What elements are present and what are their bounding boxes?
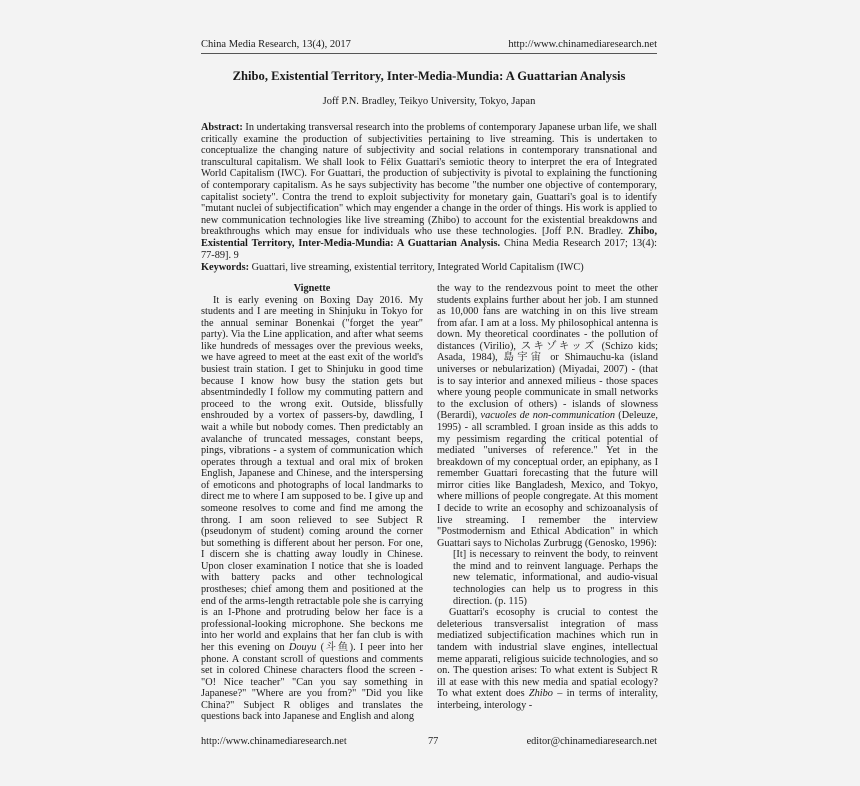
article-title: Zhibo, Existential Territory, Inter-Media-Mundia: A Guattarian Analysis: [232, 69, 626, 83]
vacuoles-term: vacuoles de non-communication: [480, 410, 616, 422]
abstract-label: Abstract:: [201, 122, 243, 133]
body-paragraph: [437, 283, 658, 549]
paragraph-text: the way to the rendezvous point to meet the other students explains further about her job. I am stunned as 10,000 fans are watching in on this live stream from afar. I am at a loss. My philosophical antenna is down. My theoretical coordinates - the pollution of distances (Virilio), スキゾキッズ (Schizo kids; Asada, 1984), 島宇宙 or Shimauchu-ka (island universes or nebularization) (Miyadai, 2007) - (that is to say interior and annexed milieus - those spaces where young people communicate in small networks to the exclusion of others) - islands of slowness (Berardi),: [437, 283, 658, 422]
paragraph-text: – in terms of interality, interbeing, interology -: [437, 688, 659, 711]
abstract: [201, 122, 657, 261]
author-line: Joff P.N. Bradley, Teikyo University, Tokyo, Japan: [322, 96, 536, 107]
body-paragraph: [201, 295, 423, 723]
paragraph-text: (Deleuze, 1995) - all scrambled. I groan inside as this adds to my pessimism regarding the critical potential of mediated "universes of reference." Yet in the breakdown of my conceptual order, an epiphany, as I remember Guattari forecasting that the future will mirror cities like Bangladesh, Mexico, and Tokyo, where millions of people congregate. At this moment I decide to write an ecosophy and schizoanalysis of live streaming. I remember the interview "Postmodernism and Ethical Abdication" in which Guattari says to Nicholas Zurbrugg (Genosko, 1996):: [437, 410, 658, 549]
keywords-text: Guattari, live streaming, existential territory, Integrated World Capitalism (IWC): [251, 262, 584, 273]
keywords-label: Keywords:: [201, 262, 250, 273]
header-rule: [201, 53, 657, 54]
left-column: [201, 283, 423, 723]
running-header-url[interactable]: http://www.chinamediaresearch.net: [508, 39, 657, 50]
block-quote: [It] is necessary to reinvent the body, to reinvent the mind and to reinvent language. Perhaps the new telematic, informational, and audio-visual technologies can help us to progress in this direction. (p. 115): [453, 549, 658, 607]
keywords: [201, 262, 657, 273]
douyu-term: Douyu: [288, 641, 317, 653]
citation-suffix: China Media Research 2017; 13(4): 77-89]. 9: [201, 237, 657, 261]
page-number: 77: [428, 736, 439, 747]
running-header-journal: China Media Research, 13(4), 2017: [201, 39, 351, 50]
citation-title: Zhibo, Existential Territory, Inter-Media-Mundia: A Guattarian Analysis.: [201, 226, 658, 249]
footer-email[interactable]: editor@chinamediaresearch.net: [526, 736, 657, 747]
body-paragraph: [437, 607, 658, 711]
paragraph-text: Guattari's ecosophy is crucial to contest the deleterious transversalist integration of mass mediatized subjectification machines which run in tandem with industrial slave engines, intellectual meme apparati, religious suicide technologies, and so on. The question arises: To what extent is Subject R ill at ease with this new media and spatial ecology? To what extent does: [437, 607, 658, 700]
abstract-text: In undertaking transversal research into the problems of contemporary Japanese urban life, we shall critically examine the production of subjectivities pertaining to live streaming. This is undertaken to conceptualize the changing nature of subjectivity and social relations in contemporary transnational and transcultural capitalism. We shall look to Félix Guattari's semiotic theory to interpret the era of Integrated World Capitalism (IWC). For Guattari, the production of subjectivity is pivotal to explaining the functioning of contemporary capitalism. As he says subjectivity has become "the number one objective of contemporary, capitalist society". Contra the trend to exploit subjectivity for monetary gain, Guattari's goal is to identify "mutant nuclei of subjectification" which may engender a change in the order of things. His work is applied to new communication technologies like live streaming (Zhibo) to account for the existential breakdowns and breakthroughs which may ensue for individuals who use these technologies.: [201, 122, 657, 238]
zhibo-term: Zhibo: [528, 688, 553, 700]
footer-url[interactable]: http://www.chinamediaresearch.net: [201, 736, 347, 747]
paragraph-text: It is early evening on Boxing Day 2016. My students and I are meeting in Shinjuku in Tokyo for the annual seminar Bonenkai ("forget the year" party). Via the Line application, and after what seems like hundreds of messages over the previous weeks, we have agreed to meet at the east exit of the world's busiest train station. I get to Shinjuku in good time because I know how busy the station gets but absentmindedly I follow my commuting pattern and proceed to the wrong exit. Outside, blissfully enshrouded by a vortex of passers-by, dawdling, I wait a while but nobody comes. Then predictably an avalanche of truncated messages, constant beeps, pings, vibrations - a system of communication which operates through a textual and oral mix of broken English, Japanese and Chinese, and the interspersing of emoticons and photographs of local landmarks to direct me to where I am supposed to be. I give up and someone resolves to come and find me among the throng. I am soon relieved to see Subject R (pseudonym of student) coming around the corner but something is different about her person. For one, I discern she is chatting away loudly in Chinese. Upon closer examination I notice that she is loaded with battery packs and other technological prostheses; chief among them and positioned at the end of the arms-length retractable pole she is carrying is an I-Phone and protruding below her face is a professional-looking microphone. She beckons me into her world and explains that her fan club is with her this evening on: [201, 294, 423, 653]
paragraph-text: (斗鱼). I peer into her phone. A constant scroll of questions and comments set in colored Chinese characters flood the screen - "O! Nice teacher" "Can you say something in Japanese?" "Where are you from?" "Did you like China?" Subject R obliges and translates the questions back into Japanese and English and along: [201, 641, 423, 723]
right-column: [437, 283, 658, 711]
citation-prefix: [Joff P.N. Bradley.: [541, 226, 624, 238]
section-heading: Vignette: [293, 283, 331, 294]
